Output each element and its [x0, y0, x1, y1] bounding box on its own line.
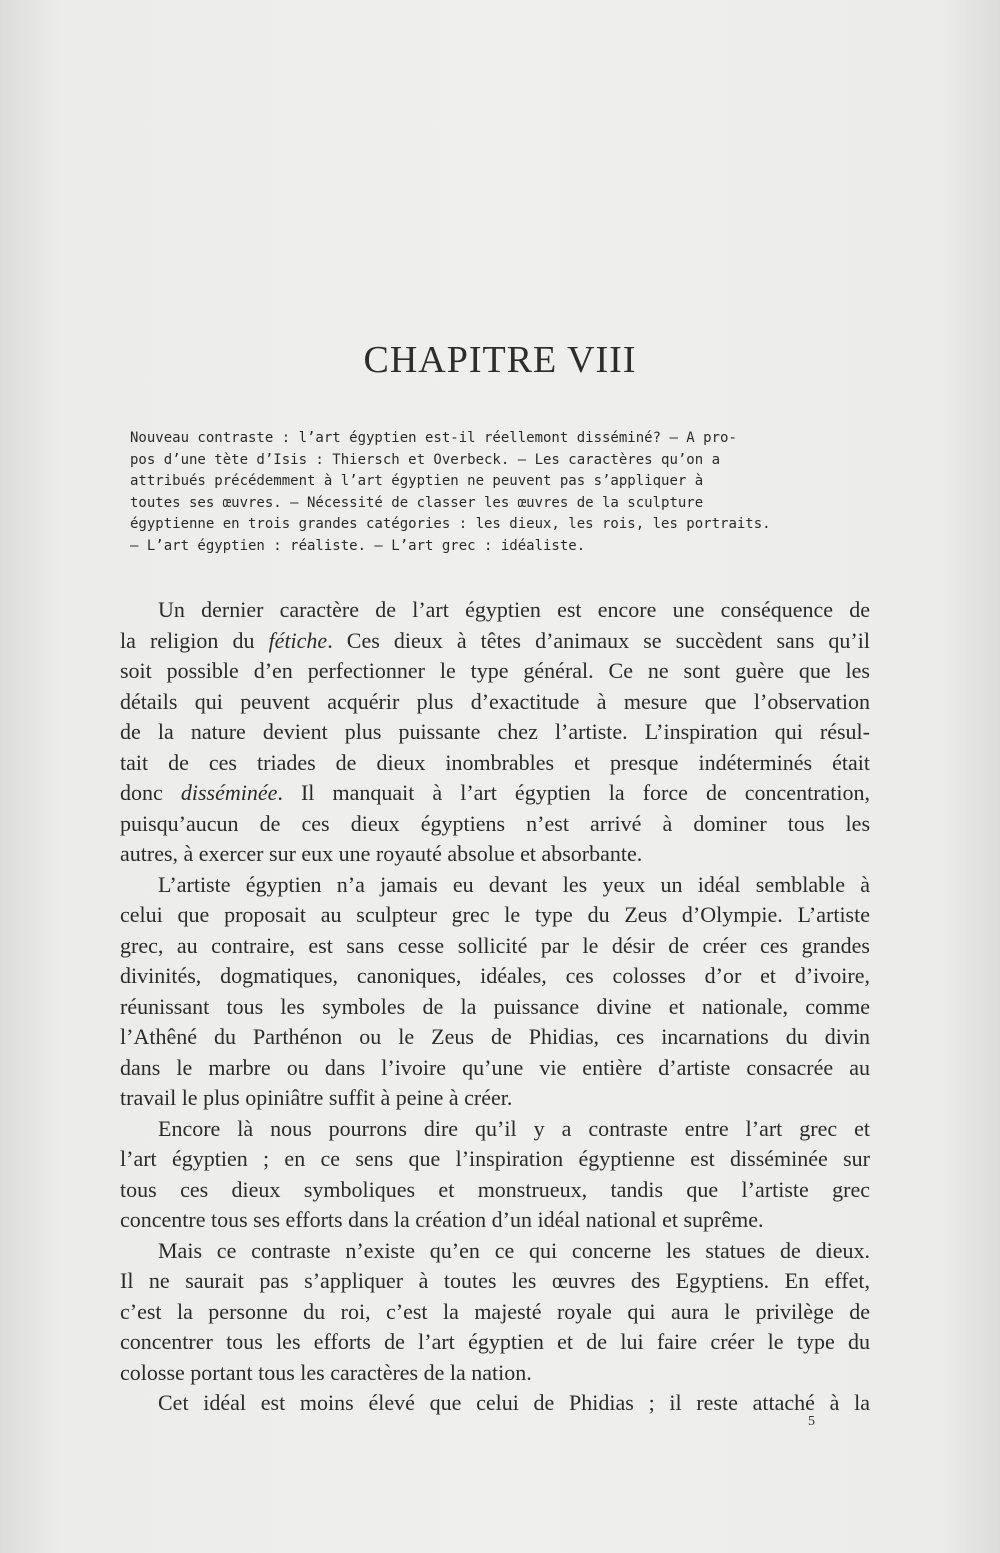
body-line: la religion du fétiche. Ces dieux à têtes d’animaux se succèdent sans qu’il [120, 627, 870, 653]
body-line: Encore là nous pourrons dire qu’il y a contraste entre l’art grec et [158, 1115, 870, 1141]
body-line: concentre tous ses efforts dans la création d’un idéal national et suprême. [120, 1207, 764, 1232]
summary-line: attribués précédemment à l’art égyptien ne peuvent pas s’appliquer à [130, 473, 704, 489]
body-line: colosse portant tous les caractères de la nation. [120, 1359, 532, 1385]
body-line: concentrer tous les efforts de l’art égyptien et de lui faire créer le type du [120, 1329, 870, 1354]
summary-line: toutes ses œuvres. — Nécessité de classer les œuvres de la sculpture [130, 494, 704, 511]
chapter-summary [130, 428, 870, 557]
body-line: celui que proposait au sculpteur grec le type du Zeus d’Olympie. L’artiste [120, 902, 870, 927]
summary-line: égyptienne en trois grandes catégories : les dieux, les rois, les portraits. [130, 516, 771, 532]
body-line: de la nature devient plus puissante chez l’artiste. L’inspiration qui résul- [120, 719, 870, 744]
body-line: grec, au contraire, est sans cesse sollicité par le désir de créer ces grandes [120, 932, 870, 958]
body-line: Un dernier caractère de l’art égyptien est encore une conséquence de [158, 597, 870, 622]
body-line: l’art égyptien ; en ce sens que l’inspiration égyptienne est disséminée sur [120, 1146, 870, 1171]
body-line: autres, à exercer sur eux une royauté absolue et absorbante. [120, 841, 643, 866]
body-line: Mais ce contraste n’existe qu’en ce qui concerne les statues de dieux. [158, 1237, 870, 1263]
page-number: 5 [808, 1414, 815, 1429]
body-line: Cet idéal est moins élevé que celui de Phidias ; il reste attaché à la [158, 1390, 870, 1415]
summary-line: pos d’une tète d’Isis : Thiersch et Overbeck. — Les caractères qu’on a [130, 451, 721, 468]
body-line: dans le marbre ou dans l’ivoire qu’une vie entière d’artiste consacrée au [120, 1054, 870, 1080]
body-line: tous ces dieux symboliques et monstrueux, tandis que l’artiste grec [120, 1176, 870, 1202]
body-line: détails qui peuvent acquérir plus d’exactitude à mesure que l’observation [120, 688, 870, 714]
body-line: c’est la personne du roi, c’est la majesté royale qui aura le privilège de [120, 1298, 870, 1324]
body-text [120, 595, 870, 1419]
body-line: tait de ces triades de dieux inombrables et presque indéterminés était [120, 749, 870, 775]
chapter-title: CHAPITRE VIII [363, 339, 637, 381]
body-line: puisqu’aucun de ces dieux égyptiens n’est arrivé à dominer tous les [120, 810, 870, 836]
body-line: L’artiste égyptien n’a jamais eu devant les yeux un idéal semblable à [158, 871, 870, 897]
body-line: divinités, dogmatiques, canoniques, idéales, ces colosses d’or et d’ivoire, [120, 963, 870, 988]
body-line: donc disséminée. Il manquait à l’art égyptien la force de concentration, [120, 780, 871, 805]
body-line: l’Athêné du Parthénon ou le Zeus de Phidias, ces incarnations du divin [120, 1024, 870, 1049]
summary-line: — L’art égyptien : réaliste. — L’art grec : idéaliste. [130, 537, 586, 554]
body-line: réunissant tous les symboles de la puissance divine et nationale, comme [120, 993, 870, 1019]
summary-line: Nouveau contraste : l’art égyptien est-il réellemont disséminé? — A pro- [130, 430, 737, 446]
body-line: travail le plus opiniâtre suffit à peine à créer. [120, 1085, 513, 1110]
body-line: soit possible d’en perfectionner le type général. Ce ne sont guère que les [120, 658, 870, 683]
body-line: Il ne saurait pas s’appliquer à toutes les œuvres des Egyptiens. En effet, [120, 1268, 870, 1293]
